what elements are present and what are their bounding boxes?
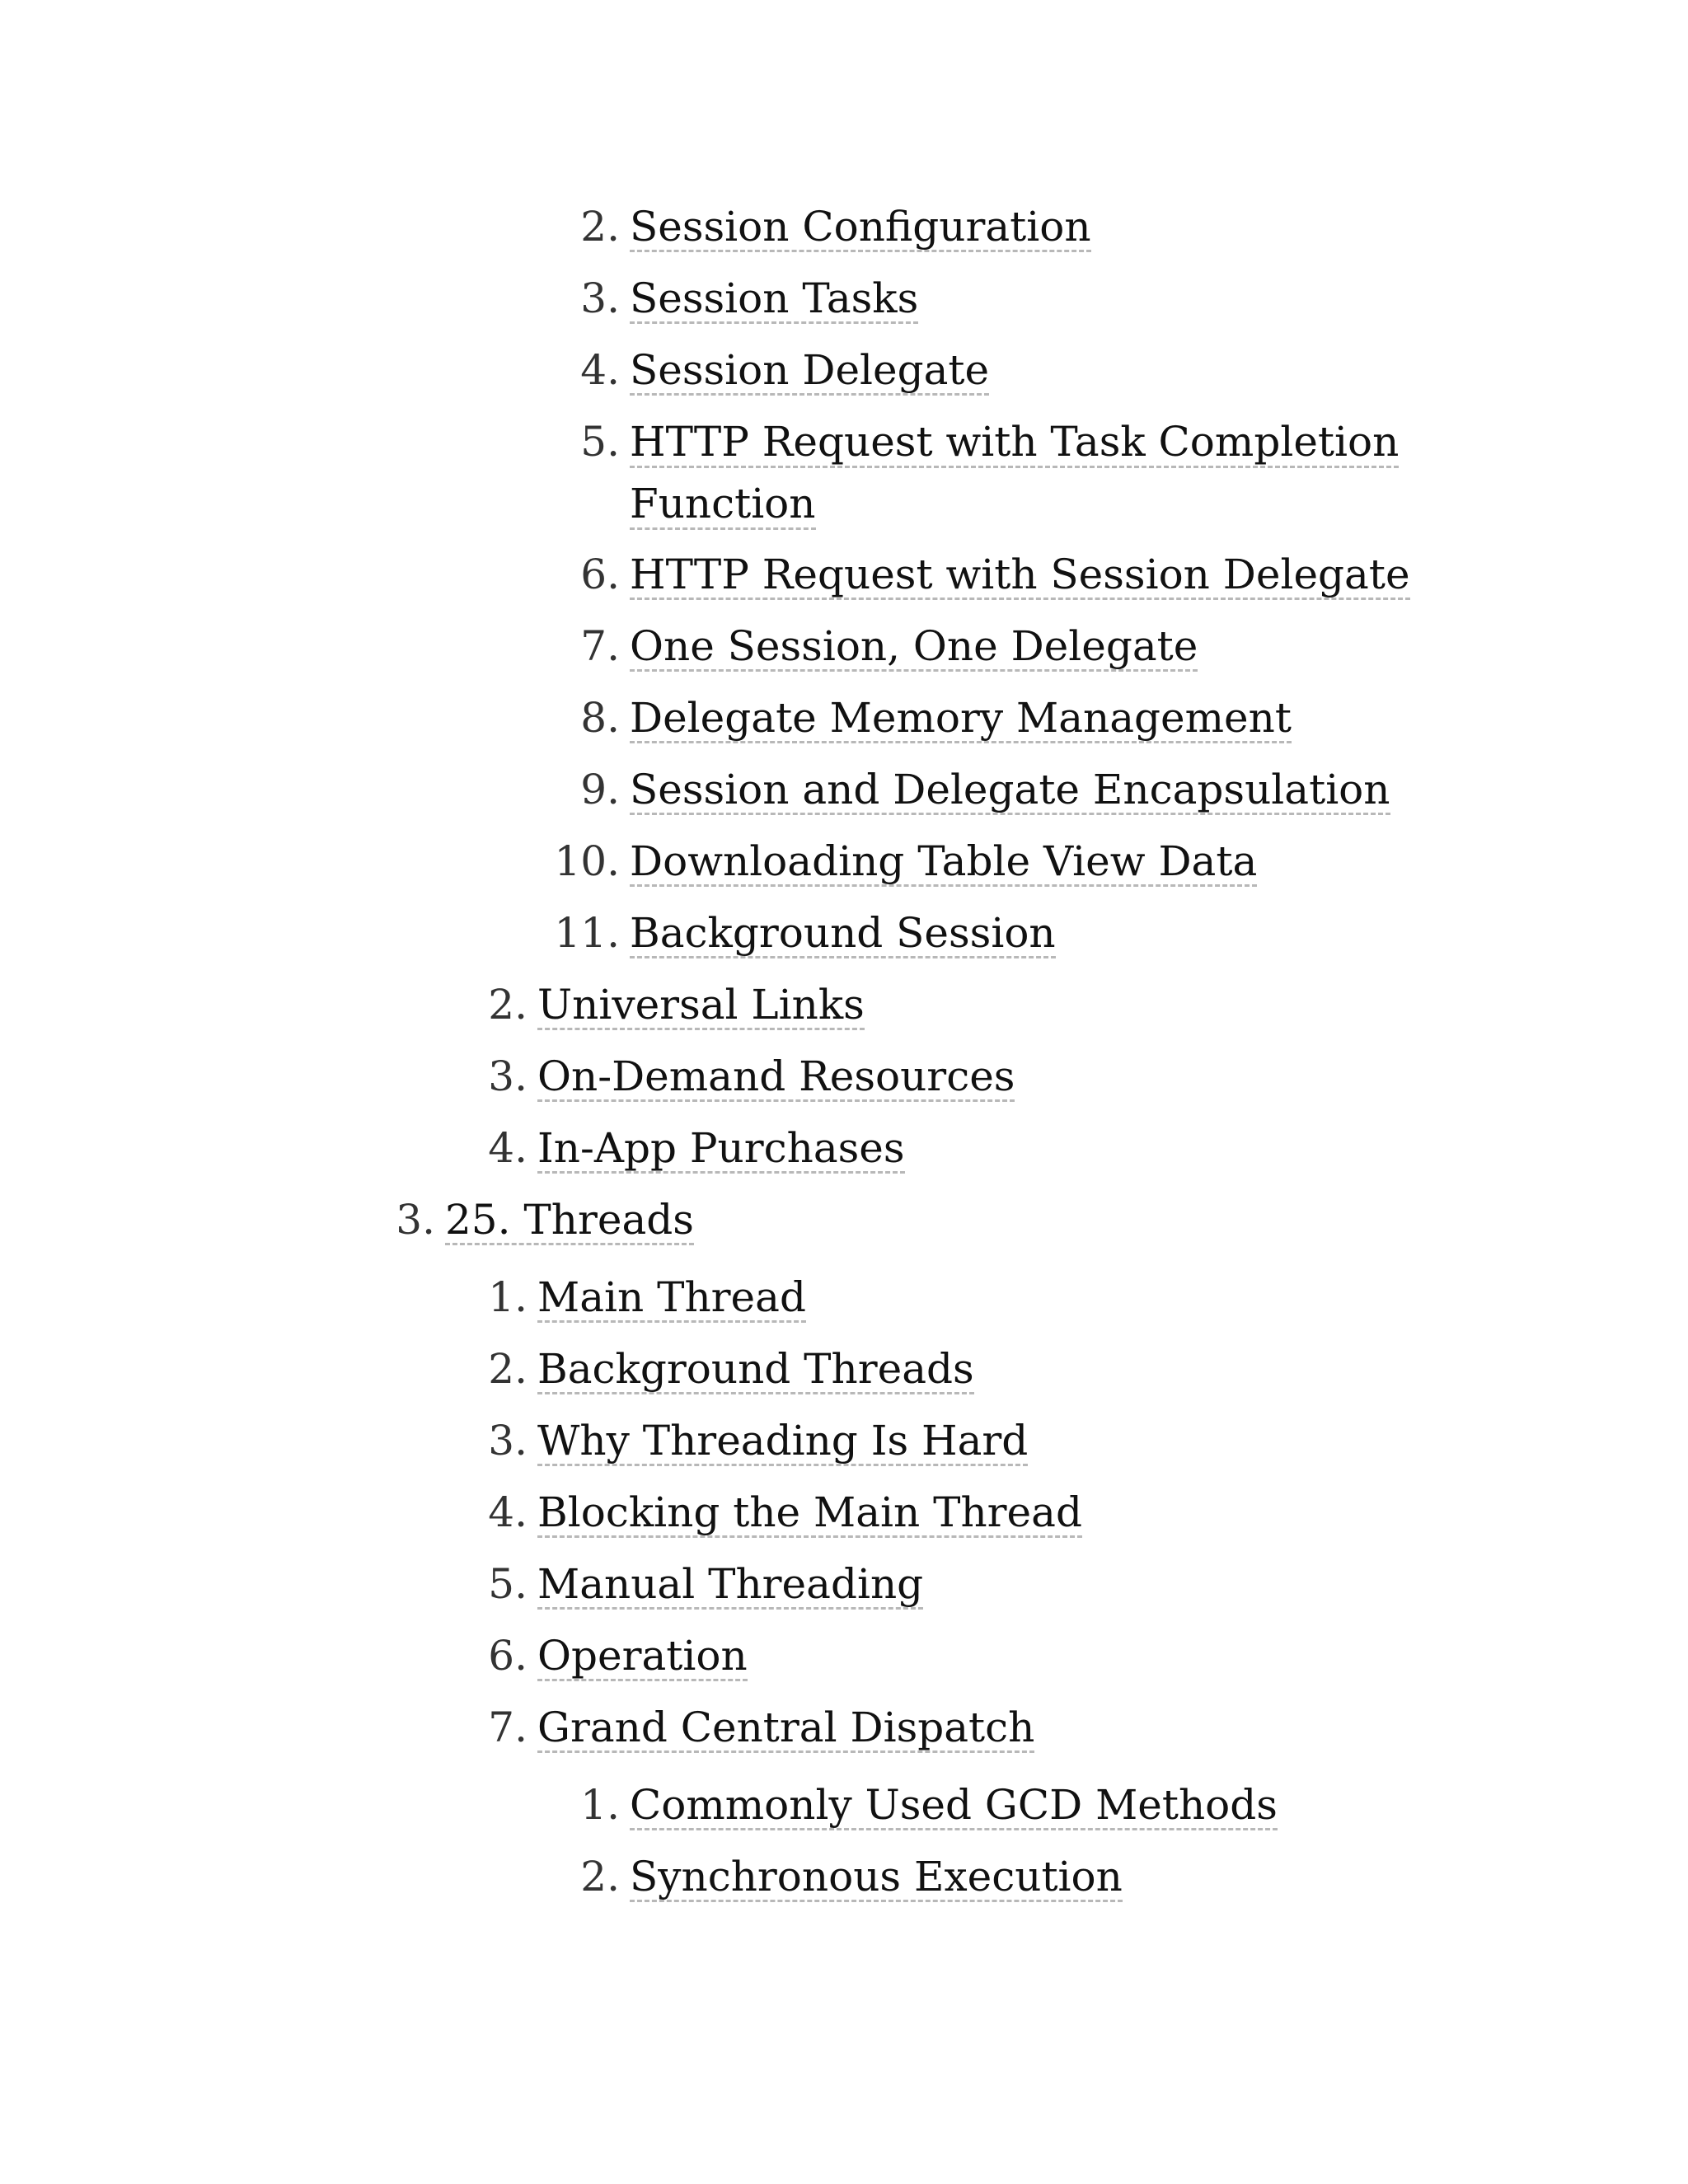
- toc-item: [429, 1482, 1082, 1544]
- toc-link-http-request-session-delegate[interactable]: HTTP Request with Session Delegate: [630, 551, 1410, 598]
- toc-item: [429, 1118, 905, 1179]
- toc-link-commonly-used-gcd-methods[interactable]: Commonly Used GCD Methods: [630, 1781, 1278, 1829]
- toc-item: [429, 1625, 748, 1687]
- toc-item-number: 9.: [580, 766, 620, 813]
- toc-link-why-threading-is-hard[interactable]: Why Threading Is Hard: [537, 1417, 1029, 1465]
- toc-item-number: 5.: [580, 418, 620, 466]
- toc-link-downloading-table-view-data[interactable]: Downloading Table View Data: [630, 837, 1258, 885]
- toc-item-number: 11.: [554, 909, 620, 957]
- toc-item: [521, 1774, 1278, 1836]
- toc-link-grand-central-dispatch[interactable]: Grand Central Dispatch: [537, 1704, 1035, 1751]
- toc-item-number: 3.: [396, 1196, 435, 1244]
- toc-item-number: 4.: [488, 1488, 528, 1536]
- toc-link-main-thread[interactable]: Main Thread: [537, 1273, 806, 1321]
- toc-item-number: 10.: [554, 837, 620, 885]
- toc-item: [521, 1846, 1123, 1908]
- toc-link-session-configuration[interactable]: Session Configuration: [630, 203, 1091, 251]
- toc-item-number: 3.: [580, 274, 620, 322]
- toc-link-operation[interactable]: Operation: [537, 1632, 748, 1680]
- toc-item: [429, 1410, 1028, 1472]
- toc-item-number: 2.: [488, 1345, 528, 1393]
- toc-item-wrapped-title: [630, 411, 1399, 535]
- toc-item: [521, 196, 1091, 258]
- toc-item-number: 2.: [488, 981, 528, 1029]
- toc-item-number: 2.: [580, 1853, 620, 1900]
- toc-item-number: 2.: [580, 203, 620, 251]
- toc-item-number: 6.: [580, 551, 620, 598]
- toc-item-number: 1.: [488, 1273, 528, 1321]
- toc-item: [521, 687, 1292, 749]
- toc-link-25-threads[interactable]: 25. Threads: [445, 1196, 694, 1244]
- toc-item: [429, 974, 865, 1036]
- toc-item: [429, 1046, 1015, 1108]
- toc-link-background-session[interactable]: Background Session: [630, 909, 1056, 957]
- toc-link-session-delegate[interactable]: Session Delegate: [630, 346, 990, 394]
- toc-item-number: 6.: [488, 1632, 528, 1680]
- toc-link-session-delegate-encapsulation[interactable]: Session and Delegate Encapsulation: [630, 766, 1390, 813]
- toc-link-session-tasks[interactable]: Session Tasks: [630, 274, 919, 322]
- toc-item-number: 7.: [580, 622, 620, 670]
- toc-link-blocking-main-thread[interactable]: Blocking the Main Thread: [537, 1488, 1082, 1536]
- toc-item: [521, 268, 918, 330]
- toc-link-http-request-task-completion-cont[interactable]: Function: [630, 480, 816, 530]
- toc-item-number: 4.: [488, 1124, 528, 1172]
- toc-item: [429, 1267, 806, 1329]
- toc-item-number: 1.: [580, 1781, 620, 1829]
- toc-item: [521, 616, 1198, 677]
- toc-item: [521, 759, 1390, 821]
- toc-link-in-app-purchases[interactable]: In-App Purchases: [537, 1124, 905, 1172]
- toc-item-number: 3.: [488, 1052, 528, 1100]
- toc-link-delegate-memory-management[interactable]: Delegate Memory Management: [630, 694, 1292, 742]
- toc-item: [429, 1338, 974, 1400]
- toc-item: [521, 544, 1410, 606]
- toc-item: [336, 1189, 694, 1251]
- toc-item-number: 3.: [488, 1417, 528, 1465]
- toc-item: [521, 411, 1399, 535]
- toc-link-manual-threading[interactable]: Manual Threading: [537, 1560, 924, 1608]
- toc-item-number: 5.: [488, 1560, 528, 1608]
- toc-item: [521, 831, 1257, 893]
- toc-link-background-threads[interactable]: Background Threads: [537, 1345, 974, 1393]
- toc-link-synchronous-execution[interactable]: Synchronous Execution: [630, 1853, 1123, 1900]
- toc-item: [429, 1697, 1034, 1759]
- toc-item-number: 8.: [580, 694, 620, 742]
- toc-item: [429, 1554, 923, 1615]
- toc-link-on-demand-resources[interactable]: On-Demand Resources: [537, 1052, 1015, 1100]
- toc-item-number: 7.: [488, 1704, 528, 1751]
- toc-link-one-session-one-delegate[interactable]: One Session, One Delegate: [630, 622, 1198, 670]
- toc-item: [521, 340, 989, 401]
- toc-link-http-request-task-completion[interactable]: HTTP Request with Task Completion: [630, 418, 1399, 468]
- toc-item: [521, 902, 1056, 964]
- toc-link-universal-links[interactable]: Universal Links: [537, 981, 865, 1029]
- toc-item-number: 4.: [580, 346, 620, 394]
